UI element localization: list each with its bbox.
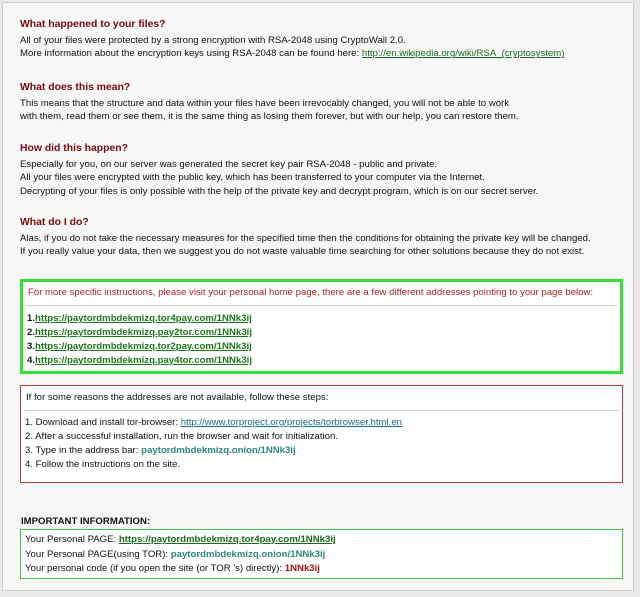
- step-2: 2. After a successful installation, run the browser and wait for initialization.: [25, 431, 339, 442]
- text-prefix: More information about the encryption keys using RSA-2048 can be found here:: [20, 48, 362, 60]
- text-line: Alas, if you do not take the necessary measures for the specified time then the conditions for obtaining the private key will be changed.: [20, 233, 591, 244]
- link-row-4: [23, 354, 620, 368]
- personal-page-link-3[interactable]: https://paytordmbdekmizq.tor2pay.com/1NNk3ij: [35, 341, 252, 352]
- important-info-box: [20, 529, 623, 579]
- important-info-title: IMPORTANT INFORMATION:: [21, 516, 151, 527]
- tor-instructions-box: [20, 385, 623, 483]
- link-row-2: [23, 326, 620, 340]
- heading-what-does-this-mean: What does this mean?: [20, 82, 131, 93]
- personal-page-links-box: [20, 279, 623, 374]
- row-label: Your Personal PAGE(using TOR):: [25, 548, 171, 560]
- heading-what-happened: What happened to your files?: [20, 19, 166, 30]
- divider: [24, 410, 619, 411]
- text-line: If you really value your data, then we suggest you do not waste valuable time searching for other solutions because they do not exist.: [20, 246, 585, 258]
- ransom-note-page: [2, 2, 634, 591]
- links-intro: For more specific instructions, please visit your personal home page, there are a few different addresses pointing to your page below:: [28, 287, 594, 298]
- text-line: Especially for you, on our server was generated the secret key pair RSA-2048 - public and private.: [20, 159, 438, 170]
- personal-page-link-1[interactable]: https://paytordmbdekmizq.tor4pay.com/1NNk3ij: [35, 313, 252, 324]
- tor-intro: If for some reasons the addresses are not available, follow these steps:: [26, 392, 329, 403]
- link-number: 3.: [27, 341, 36, 352]
- link-number: 4.: [27, 355, 36, 366]
- section-what-does-this-mean: [20, 82, 620, 124]
- text-line: with them, read them or see them, it is the same thing as losing them forever, but with our help, you can restore them.: [20, 111, 519, 123]
- step-text: 1. Download and install tor-browser:: [25, 417, 181, 428]
- link-row-1: [23, 312, 620, 326]
- text-line: All your files were encrypted with the public key, which has been transferred to your computer via the Internet.: [20, 172, 485, 184]
- text-line: Decrypting of your files is only possible with the help of the private key and decrypt program, which is on our secret server.: [20, 185, 539, 197]
- personal-code: 1NNk3ij: [284, 563, 320, 574]
- step-1: [21, 416, 622, 430]
- row-label: Your Personal PAGE:: [25, 534, 119, 545]
- section-what-do-i-do: [20, 217, 620, 259]
- personal-page-link-2[interactable]: https://paytordmbdekmizq.pay2tor.com/1NNk3ij: [35, 327, 252, 338]
- wikipedia-link[interactable]: http://en.wikipedia.org/wiki/RSA_(cryptosystem): [361, 48, 565, 60]
- personal-page-link-4[interactable]: https://paytordmbdekmizq.pay4tor.com/1NNk3ij: [35, 355, 252, 366]
- step-3: [21, 444, 622, 458]
- personal-page-row: [25, 533, 618, 548]
- text-line: All of your files were protected by a strong encryption with RSA-2048 using CryptoWall 2.0.: [20, 35, 406, 46]
- text-line: This means that the structure and data within your files have been irrevocably changed, you will not be able to work: [20, 98, 510, 109]
- section-how-did-this-happen: [20, 143, 620, 198]
- link-row-3: [23, 340, 620, 354]
- personal-code-row: [25, 562, 618, 577]
- step-text: 3. Type in the address bar:: [25, 445, 142, 456]
- section-what-happened: [20, 19, 620, 61]
- onion-address: paytordmbdekmizq.onion/1NNk3ij: [141, 445, 296, 456]
- personal-page-link[interactable]: https://paytordmbdekmizq.tor4pay.com/1NNk3ij: [118, 534, 336, 545]
- onion-address: paytordmbdekmizq.onion/1NNk3ij: [170, 548, 326, 560]
- heading-how-did-this-happen: How did this happen?: [20, 143, 128, 154]
- heading-what-do-i-do: What do I do?: [20, 217, 89, 228]
- text-line: [20, 47, 620, 60]
- link-number: 1.: [27, 313, 36, 324]
- step-4: 4. Follow the instructions on the site.: [25, 459, 181, 470]
- torproject-link[interactable]: http://www.torproject.org/projects/torbrowser.html.en: [180, 417, 402, 428]
- row-label: Your personal code (if you open the site (or TOR 's) directly):: [25, 563, 285, 574]
- divider: [26, 305, 617, 306]
- link-number: 2.: [27, 327, 36, 338]
- personal-page-tor-row: [25, 548, 618, 563]
